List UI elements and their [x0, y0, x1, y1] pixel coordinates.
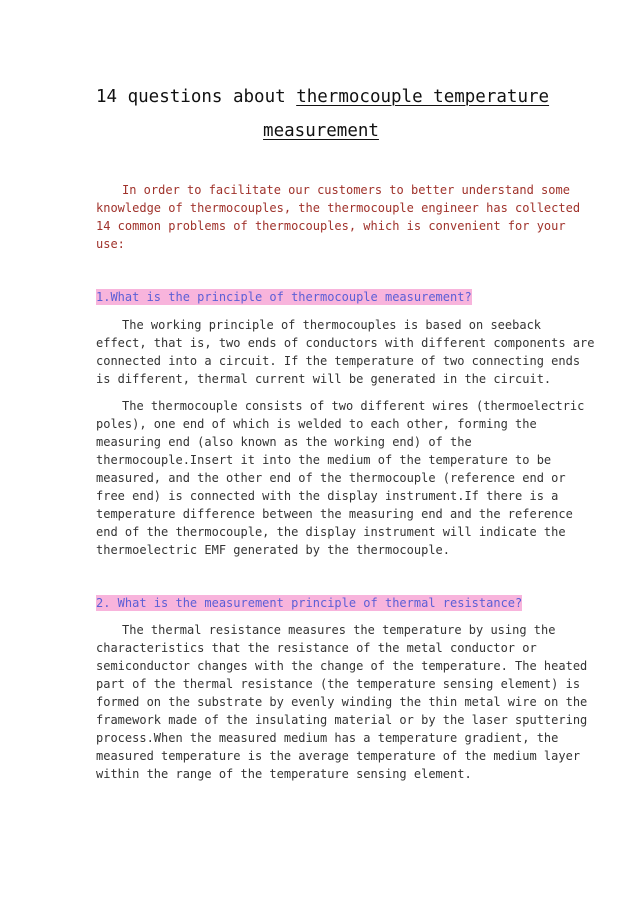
- section-1-paragraph-1: [96, 316, 595, 388]
- paragraph-line: effect, that is, two ends of conductors with different components are: [96, 336, 595, 350]
- paragraph-line: formed on the substrate by evenly winding the thin metal wire on the: [96, 695, 588, 709]
- paragraph-line: measuring end (also known as the working end) of the: [96, 435, 472, 449]
- paragraph-line: connected into a circuit. If the temperature of two connecting ends: [96, 354, 581, 368]
- paragraph-line: free end) is connected with the display instrument.If there is a: [96, 489, 559, 503]
- title-prefix: 14 questions about: [96, 87, 297, 107]
- section-1-paragraph-2: [96, 397, 585, 559]
- section-heading-text: 2. What is the measurement principle of thermal resistance?: [96, 596, 523, 610]
- paragraph-line: semiconductor changes with the change of the temperature. The heated: [96, 659, 588, 673]
- paragraph-line: The thermocouple consists of two different wires (thermoelectric: [122, 399, 585, 413]
- paragraph-line: framework made of the insulating material or by the laser sputtering: [96, 713, 588, 727]
- paragraph-line: measured, and the other end of the thermocouple (reference end or: [96, 471, 566, 485]
- section-heading-text: 1.What is the principle of thermocouple measurement?: [96, 290, 472, 304]
- paragraph-line: within the range of the temperature sensing element.: [96, 767, 472, 781]
- paragraph-line: The thermal resistance measures the temperature by using the: [122, 623, 556, 637]
- paragraph-line: end of the thermocouple, the display instrument will indicate the: [96, 525, 566, 539]
- intro-line: use:: [96, 237, 125, 251]
- title-line-1: [96, 80, 550, 114]
- paragraph-line: thermocouple.Insert it into the medium of the temperature to be: [96, 453, 552, 467]
- paragraph-line: The working principle of thermocouples is based on seeback: [122, 318, 542, 332]
- paragraph-line: thermoelectric EMF generated by the thermocouple.: [96, 543, 451, 557]
- paragraph-line: part of the thermal resistance (the temperature sensing element) is: [96, 677, 581, 691]
- paragraph-line: process.When the measured medium has a temperature gradient, the: [96, 731, 559, 745]
- intro-line: In order to facilitate our customers to better understand some: [122, 183, 570, 197]
- paragraph-line: characteristics that the resistance of the metal conductor or: [96, 641, 537, 655]
- title-line-2: [96, 114, 546, 148]
- intro-line: 14 common problems of thermocouples, which is convenient for your: [96, 219, 566, 233]
- intro-line: knowledge of thermocouples, the thermocouple engineer has collected: [96, 201, 581, 215]
- section-heading-1: [96, 289, 472, 305]
- paragraph-line: poles), one end of which is welded to each other, forming the: [96, 417, 537, 431]
- section-2-paragraph-1: [96, 621, 588, 783]
- paragraph-line: is different, thermal current will be generated in the circuit.: [96, 372, 552, 386]
- document-title: [96, 80, 550, 148]
- section-heading-2: [96, 595, 522, 611]
- title-underlined-2: measurement: [263, 121, 379, 141]
- intro-paragraph: [96, 181, 581, 253]
- paragraph-line: measured temperature is the average temperature of the medium layer: [96, 749, 581, 763]
- title-underlined-1: thermocouple temperature: [296, 87, 550, 107]
- paragraph-line: temperature difference between the measuring end and the reference: [96, 507, 573, 521]
